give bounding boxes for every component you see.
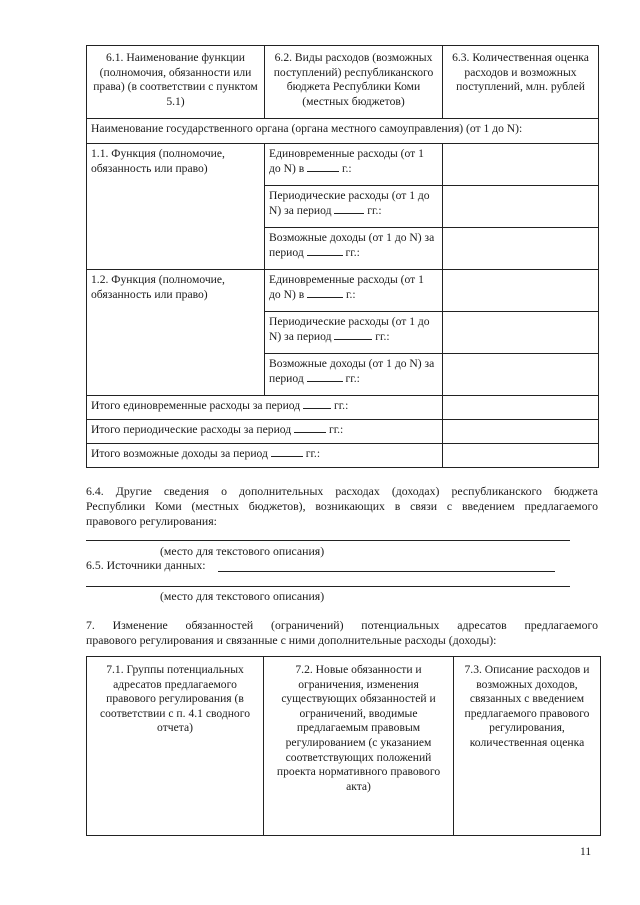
value-cell [443, 144, 599, 186]
section-6-4-line-2: Республики Коми (местных бюджетов), возникающих в связи с введением предлагаемого [86, 499, 598, 513]
data-sources-caption: (место для текстового описания) [160, 589, 325, 603]
total-possible-income: Итого возможные доходы за период гг.: [87, 444, 443, 468]
value-cell [443, 270, 599, 312]
section-6-4-line-1: 6.4. Другие сведения о дополнительных расходах (доходах) республиканского бюджета [86, 484, 598, 498]
possible-income-1-1: Возможные доходы (от 1 до N) за период гг.: [265, 228, 443, 270]
section-6-4-line-3: правового регулирования: [86, 514, 217, 528]
data-sources-label: 6.5. Источники данных: [86, 558, 206, 572]
page-number: 11 [580, 846, 592, 858]
obligations-table [86, 656, 601, 836]
function-1-2-label: 1.2. Функция (полномочие, обязанность или право) [87, 270, 265, 396]
periodic-expenses-1-2: Периодические расходы (от 1 до N) за период гг.: [265, 312, 443, 354]
header-6-2: 6.2. Виды расходов (возможных поступлений) республиканского бюджета Республики Коми (местных бюджетов) [265, 46, 443, 119]
value-cell [443, 354, 599, 396]
data-sources-line [218, 571, 555, 572]
header-6-1: 6.1. Наименование функции (полномочия, обязанности или права) (в соответствии с пунктом 5.1) [87, 46, 265, 119]
section-7-line-2: правового регулирования и связанные с ними дополнительные расходы (доходы): [86, 633, 497, 647]
total-one-time-expenses: Итого единовременные расходы за период гг.: [87, 396, 443, 420]
header-7-3: 7.3. Описание расходов и возможных доходов, связанных с введением предлагаемого правового регулирования, количественная оценка [454, 657, 601, 836]
header-7-1: 7.1. Группы потенциальных адресатов предлагаемого правового регулирования (в соответствии с п. 4.1 сводного отчета) [87, 657, 264, 836]
function-1-1-label: 1.1. Функция (полномочие, обязанность или право) [87, 144, 265, 270]
text-description-caption: (место для текстового описания) [160, 544, 325, 558]
impact-table [86, 45, 599, 468]
one-time-expenses-1-1: Единовременные расходы (от 1 до N) в г.: [265, 144, 443, 186]
value-cell [443, 444, 599, 468]
total-periodic-expenses: Итого периодические расходы за период гг.: [87, 420, 443, 444]
section-7-line-1: 7. Изменение обязанностей (ограничений) потенциальных адресатов предлагаемого [86, 618, 598, 632]
value-cell [443, 396, 599, 420]
header-7-2: 7.2. Новые обязанности и ограничения, изменения существующих обязанностей и ограничений, вводимые предлагаемым правовым регулированием (с указанием соответствующих положений проекта нормативного правового акта) [264, 657, 454, 836]
header-6-3: 6.3. Количественная оценка расходов и возможных поступлений, млн. рублей [443, 46, 599, 119]
one-time-expenses-1-2: Единовременные расходы (от 1 до N) в г.: [265, 270, 443, 312]
data-sources-line-2 [86, 586, 570, 587]
value-cell [443, 186, 599, 228]
text-description-line [86, 540, 570, 541]
org-name-row: Наименование государственного органа (органа местного самоуправления) (от 1 до N): [87, 119, 599, 144]
value-cell [443, 312, 599, 354]
possible-income-1-2: Возможные доходы (от 1 до N) за период гг.: [265, 354, 443, 396]
value-cell [443, 228, 599, 270]
periodic-expenses-1-1: Периодические расходы (от 1 до N) за период гг.: [265, 186, 443, 228]
value-cell [443, 420, 599, 444]
